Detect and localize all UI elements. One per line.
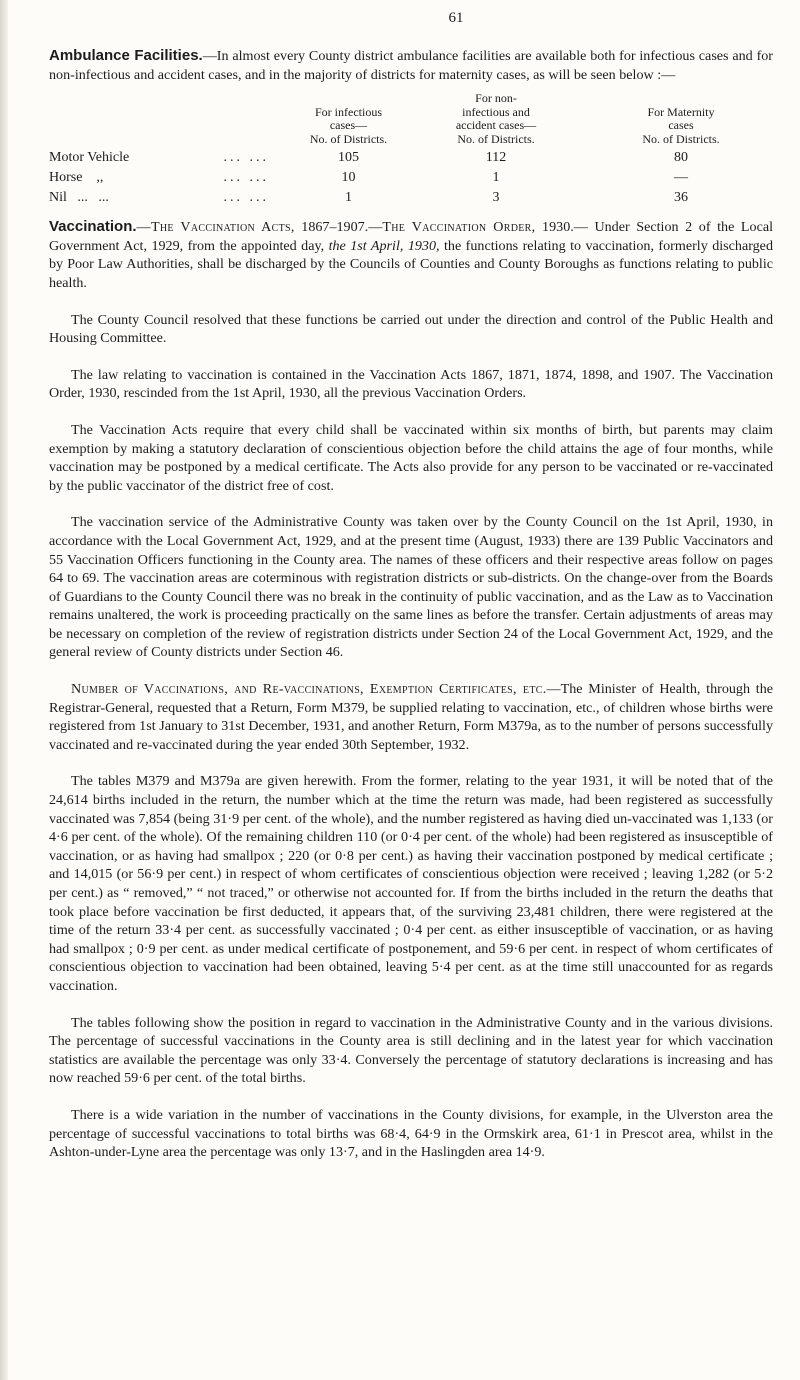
column-header-non-infectious: For non- infectious and accident cases— No. of Districts.: [455, 91, 537, 146]
table-cell: —: [674, 170, 688, 186]
page-number: 61: [448, 10, 464, 26]
section-heading: Number of Vaccinations, and Re-vaccinations, Exemption Certificates, etc.: [71, 681, 547, 698]
leader-dots: ... ...: [223, 190, 269, 206]
column-header-maternity: For Maternity cases No. of Districts.: [642, 104, 720, 146]
table-cell: 10: [341, 170, 356, 186]
body-paragraph: The County Council resolved that these functions be carried out under the direction and control of the Public Health and Housing Committee.: [49, 311, 773, 347]
document-page: [49, 0, 773, 1162]
row-label: Nil ... ...: [49, 190, 109, 206]
body-paragraph: The law relating to vaccination is contained in the Vaccination Acts 1867, 1871, 1874, 1898, and 1907. The Vaccination Order, 1930, rescinded from the 1st April, 1930, all the previous Vaccination Orders.: [49, 366, 773, 402]
ambulance-heading: Ambulance Facilities.: [49, 47, 203, 64]
vaccination-heading: Vaccination.: [49, 218, 137, 236]
table-cell: 1: [492, 170, 500, 186]
leader-dots: ... ...: [223, 170, 269, 186]
body-paragraph: Number of Vaccinations, and Re-vaccinations, Exemption Certificates, etc.—The Minister of Health, through the Registrar-General, requested that a Return, Form M379, be supplied relating to vaccination, etc., of children whose births were registered from 1st January to 31st December, 1931, and another Return, Form M379a, as to the number of persons successfully vaccinated and re-vaccinated during the year ended 30th September, 1932.: [49, 681, 774, 753]
table-cell: 36: [674, 190, 688, 206]
ambulance-paragraph: [49, 47, 773, 84]
row-label: Horse ,,: [49, 170, 104, 186]
ambulance-table: [49, 92, 773, 206]
body-paragraph: The Vaccination Acts require that every child shall be vaccinated within six months of birth, but parents may claim exemption by making a statutory declaration of conscientious objection before the child attains the age of four months, while vaccination may be postponed by a medical certificate. The Acts also provide for any person to be vaccinated or re-vaccinated by the public vaccinator of the district free of cost.: [49, 421, 773, 494]
table-cell: 3: [492, 190, 500, 206]
table-cell: 112: [485, 150, 507, 166]
body-paragraph: The tables following show the position in regard to vaccination in the Administrative County and in the various divisions. The percentage of successful vaccinations in the County area is still declining and in the latest year for which vaccination statistics are available the percentage was only 33·4. Conversely the percentage of statutory declarations is increasing and has now reached 59·6 per cent. of the total births.: [49, 1014, 773, 1087]
column-header-infectious: For infectious cases— No. of Districts.: [309, 104, 388, 146]
leader-dots: ... ...: [223, 150, 269, 166]
table-header: [49, 92, 773, 146]
row-label: Motor Vehicle: [49, 150, 130, 166]
body-paragraph: The vaccination service of the Administrative County was taken over by the County Council on the 1st April, 1930, in accordance with the Local Government Act, 1929, and at the present time (August, 1933) there are 139 Public Vaccinators and 55 Vaccination Officers functioning in the County area. The names of these officers and their respective areas follow on pages 64 to 69. The vaccination areas are coterminous with registration districts or sub-districts. On the change-over from the Boards of Guardians to the County Council there was no break in the continuity of public vaccination, and as the Law as to Vaccination remains unaltered, the work is proceeding practically on the same lines as before the transfer. Certain adjustments of areas may be necessary on completion of the review of registration districts under Section 24 of the Local Government Act, 1929, and the general review of County districts under Section 46.: [49, 514, 773, 661]
table-cell: 105: [338, 150, 359, 166]
body-paragraph: The tables M379 and M379a are given herewith. From the former, relating to the year 1931, it will be noted that of the 24,614 births included in the return, the number which at the time the return was made, had been registered as successfully vaccinated was 7,854 (being 31·9 per cent. of the whole), and the number registered as having died un-vaccinated was 1,133 (or 4·6 per cent. of the whole). Of the remaining children 110 (or 0·4 per cent. of the whole) had been registered as insusceptible of vaccination, or as having had smallpox ; 220 (or 0·8 per cent.) as having their vaccination postponed by medical certificate ; and 14,015 (or 56·9 per cent.) in respect of whom certificates of conscientious objection were received ; leaving 1,282 (or 5·2 per cent.) as “ removed,” “ not traced,” or otherwise not accounted for. If from the births included in the return the deaths that took place before vaccination be first deducted, it appears that, of the surviving 23,481 children, there were registered at the time of the return 33·4 per cent. as successfully vaccinated ; 0·4 per cent. as either insusceptible of vaccination, or as having had smallpox ; 0·9 per cent. as under medical certificate of postponement, and 59·6 per cent. in respect of whom certificates of conscientious objection to vaccination had been obtained, leaving 5·4 per cent. as at the time still unaccounted for as regards vaccination.: [49, 773, 773, 994]
page-edge-shadow: [0, 0, 8, 1380]
table-row: [49, 186, 773, 206]
table-row: [49, 146, 773, 166]
table-body: [49, 146, 773, 206]
ambulance-intro: —In almost every County district ambulance facilities are available both for infectious cases and for non-infectious and accident cases, and in the majority of districts for maternity cases, as will be seen below :—: [49, 48, 773, 83]
vaccination-paragraph: Vaccination.—The Vaccination Acts, 1867–1907.—The Vaccination Order, 1930.— Under Section 2 of the Local Government Act, 1929, from the appointed day, the 1st April, 1930, the functions relating to vaccination, formerly discharged by Poor Law Authorities, shall be discharged by the Councils of Counties and County Boroughs as functions relating to public health.: [49, 218, 773, 291]
table-row: [49, 166, 773, 186]
table-cell: 80: [674, 150, 688, 166]
table-cell: 1: [345, 190, 352, 206]
body-paragraph: There is a wide variation in the number of vaccinations in the County divisions, for example, in the Ulverston area the percentage of successful vaccinations to total births was 68·4, 64·9 in the Ormskirk area, 61·1 in Prescot area, whilst in the Ashton-under-Lyne area the percentage was only 13·7, and in the Haslingden area 14·9.: [49, 1106, 773, 1161]
